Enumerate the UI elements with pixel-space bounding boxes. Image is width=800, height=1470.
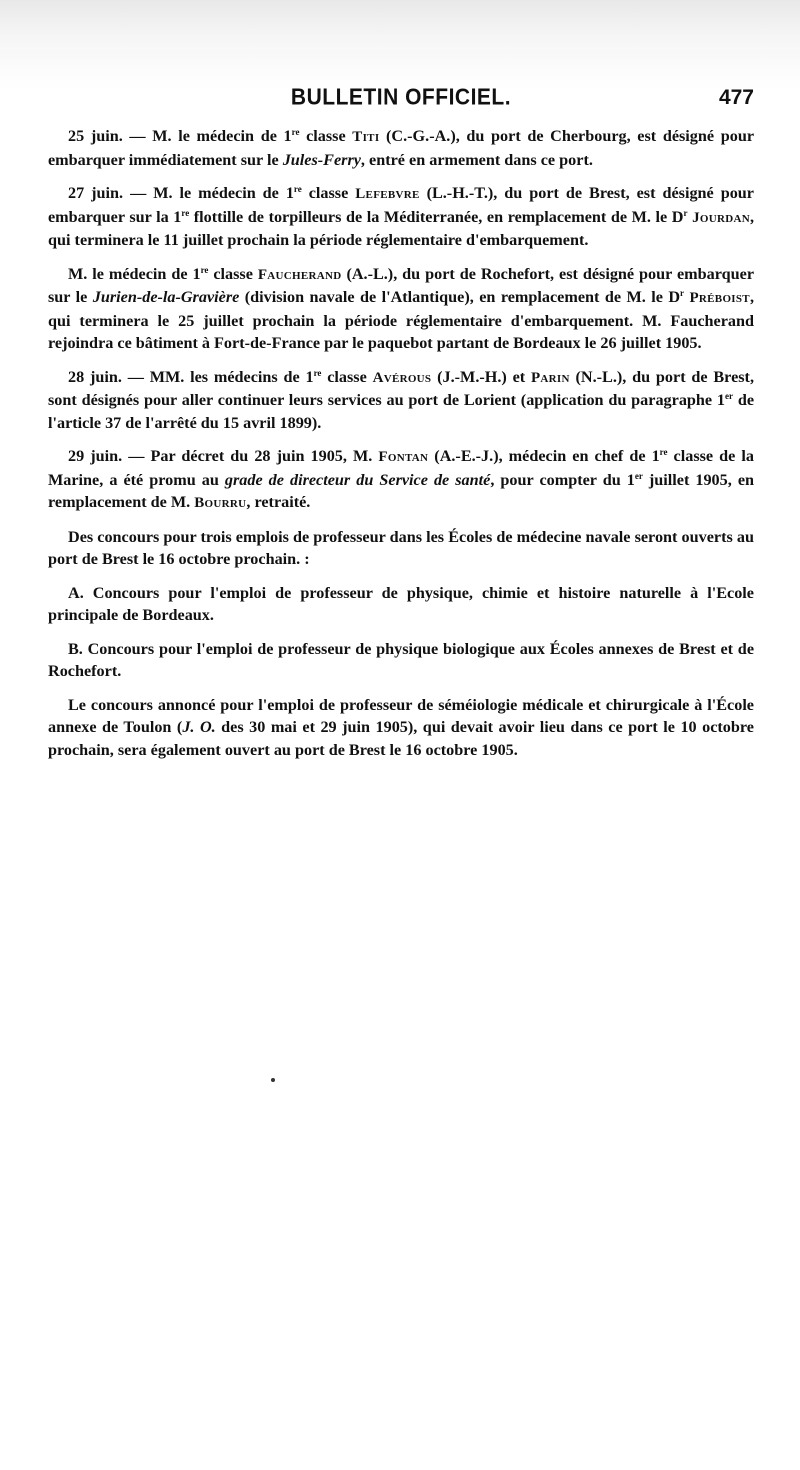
text-run: , entré en armement dans ce port. [360,150,593,169]
person-name: Lefebvre [355,186,420,202]
person-name: Jourdan [692,209,750,226]
text-run: de l'article 37 de l'arrêté du 15 avril 1899). [48,391,755,432]
grade-title: grade de directeur du Service de santé [224,470,491,489]
ship-name: Jules-Ferry [282,150,361,169]
superscript: re [293,184,302,194]
text-run: (division navale de l'Atlantique), en remplacement de M. le D [239,288,681,306]
superscript: re [659,447,668,457]
superscript: r [680,288,685,298]
text-run: 29 juin. — Par décret du 28 juin 1905, M. [68,447,379,465]
text-run: , qui terminera le 11 juillet prochain la période réglementaire d'embarquement. [48,207,755,249]
text-run: Le concours annoncé pour l'emploi de professeur de séméiologie médicale et chirurgicale à l'École annexe de Toulon ( [48,695,754,736]
journal-reference: J. O. [182,718,216,736]
person-name: Avérous [372,369,432,386]
text-run: (A.-L.), du port de Rochefort, est désigné pour embarquer sur le [48,264,755,306]
paragraph-29-juin [48,445,754,515]
text-run: classe [321,367,373,386]
paragraph-28-juin [48,366,754,435]
text-run: (N.-L.), du port de Brest, sont désignés pour aller continuer leurs services au port de Lorient (application du paragraphe 1 [48,367,754,409]
text-run: , retraité. [246,493,311,511]
paragraph-25-juin [48,125,754,171]
page-header [48,86,754,116]
superscript: er [725,391,734,401]
paragraph-concours-a: A. Concours pour l'emploi de professeur de physique, chimie et histoire naturelle à l'Ecole principale de Bordeaux. [48,583,754,624]
text-run: des 30 mai et 29 juin 1905), qui devait avoir lieu dans ce port le 10 octobre prochain, sera également ouvert au port de Brest le 16 octobre 1905. [48,718,754,759]
person-name: Préboist [689,290,750,306]
text-run: 27 juin. — M. le médecin de 1 [68,184,294,202]
text-run: flottille de torpilleurs de la Méditerranée, en remplacement de M. le D [189,207,684,226]
ship-name: Jurien-de-la-Gravière [92,288,240,306]
text-run: classe [301,184,356,202]
text-run: (C.-G.-A.), du port de Cherbourg, est désigné pour embarquer immédiatement sur le [48,127,755,169]
paragraph-concours-toulon [48,694,754,762]
person-name: Faucherand [257,266,342,283]
superscript: re [181,207,190,218]
superscript: re [200,264,209,275]
text-run: classe de la Marine, a été promu au [48,447,754,489]
text-run: (A.-E.-J.), médecin en chef de 1 [428,447,660,465]
page-title: BULLETIN OFFICIEL. [290,84,512,111]
text-run: classe [208,264,258,283]
paragraph-27-juin [48,182,754,252]
text-run: , qui terminera le 25 juillet prochain la période réglementaire d'embarquement. M. Faucherand rejoindra ce bâtiment à Fort-de-France par le paquebot partant de Bordeaux le 26 juillet 1905. [48,288,754,352]
page-number: 477 [718,86,754,109]
text-run: , pour compter du 1 [490,470,635,489]
superscript: re [313,367,322,378]
superscript: r [683,207,688,218]
ink-speck [271,1078,275,1082]
person-name: Titi [352,129,380,145]
superscript: er [634,470,643,481]
text-run: 28 juin. — MM. les médecins de 1 [68,367,314,386]
text-run: (J.-M.-H.) et [431,367,531,386]
scan-noise-band [0,0,800,90]
person-name: Fontan [378,449,429,465]
paragraph-concours-b: B. Concours pour l'emploi de professeur de physique biologique aux Écoles annexes de Brest et de Rochefort. [48,639,754,680]
text-run: (L.-H.-T.), du port de Brest, est désigné pour embarquer sur la 1 [48,184,754,226]
superscript: re [291,127,300,137]
text-run: M. le médecin de 1 [68,264,201,283]
text-run: classe [299,127,353,145]
document-body [48,125,754,772]
person-name: Parin [530,369,570,386]
text-run: 25 juin. — M. le médecin de 1 [68,127,292,145]
text-run: juillet 1905, en remplacement de M. [48,470,755,511]
paragraph-concours-intro: Des concours pour trois emplois de professeur dans les Écoles de médecine navale seront ouverts au port de Brest le 16 octobre prochain. : [48,527,754,568]
person-name: Bourru [194,495,247,511]
paragraph-faucherand [48,263,754,355]
